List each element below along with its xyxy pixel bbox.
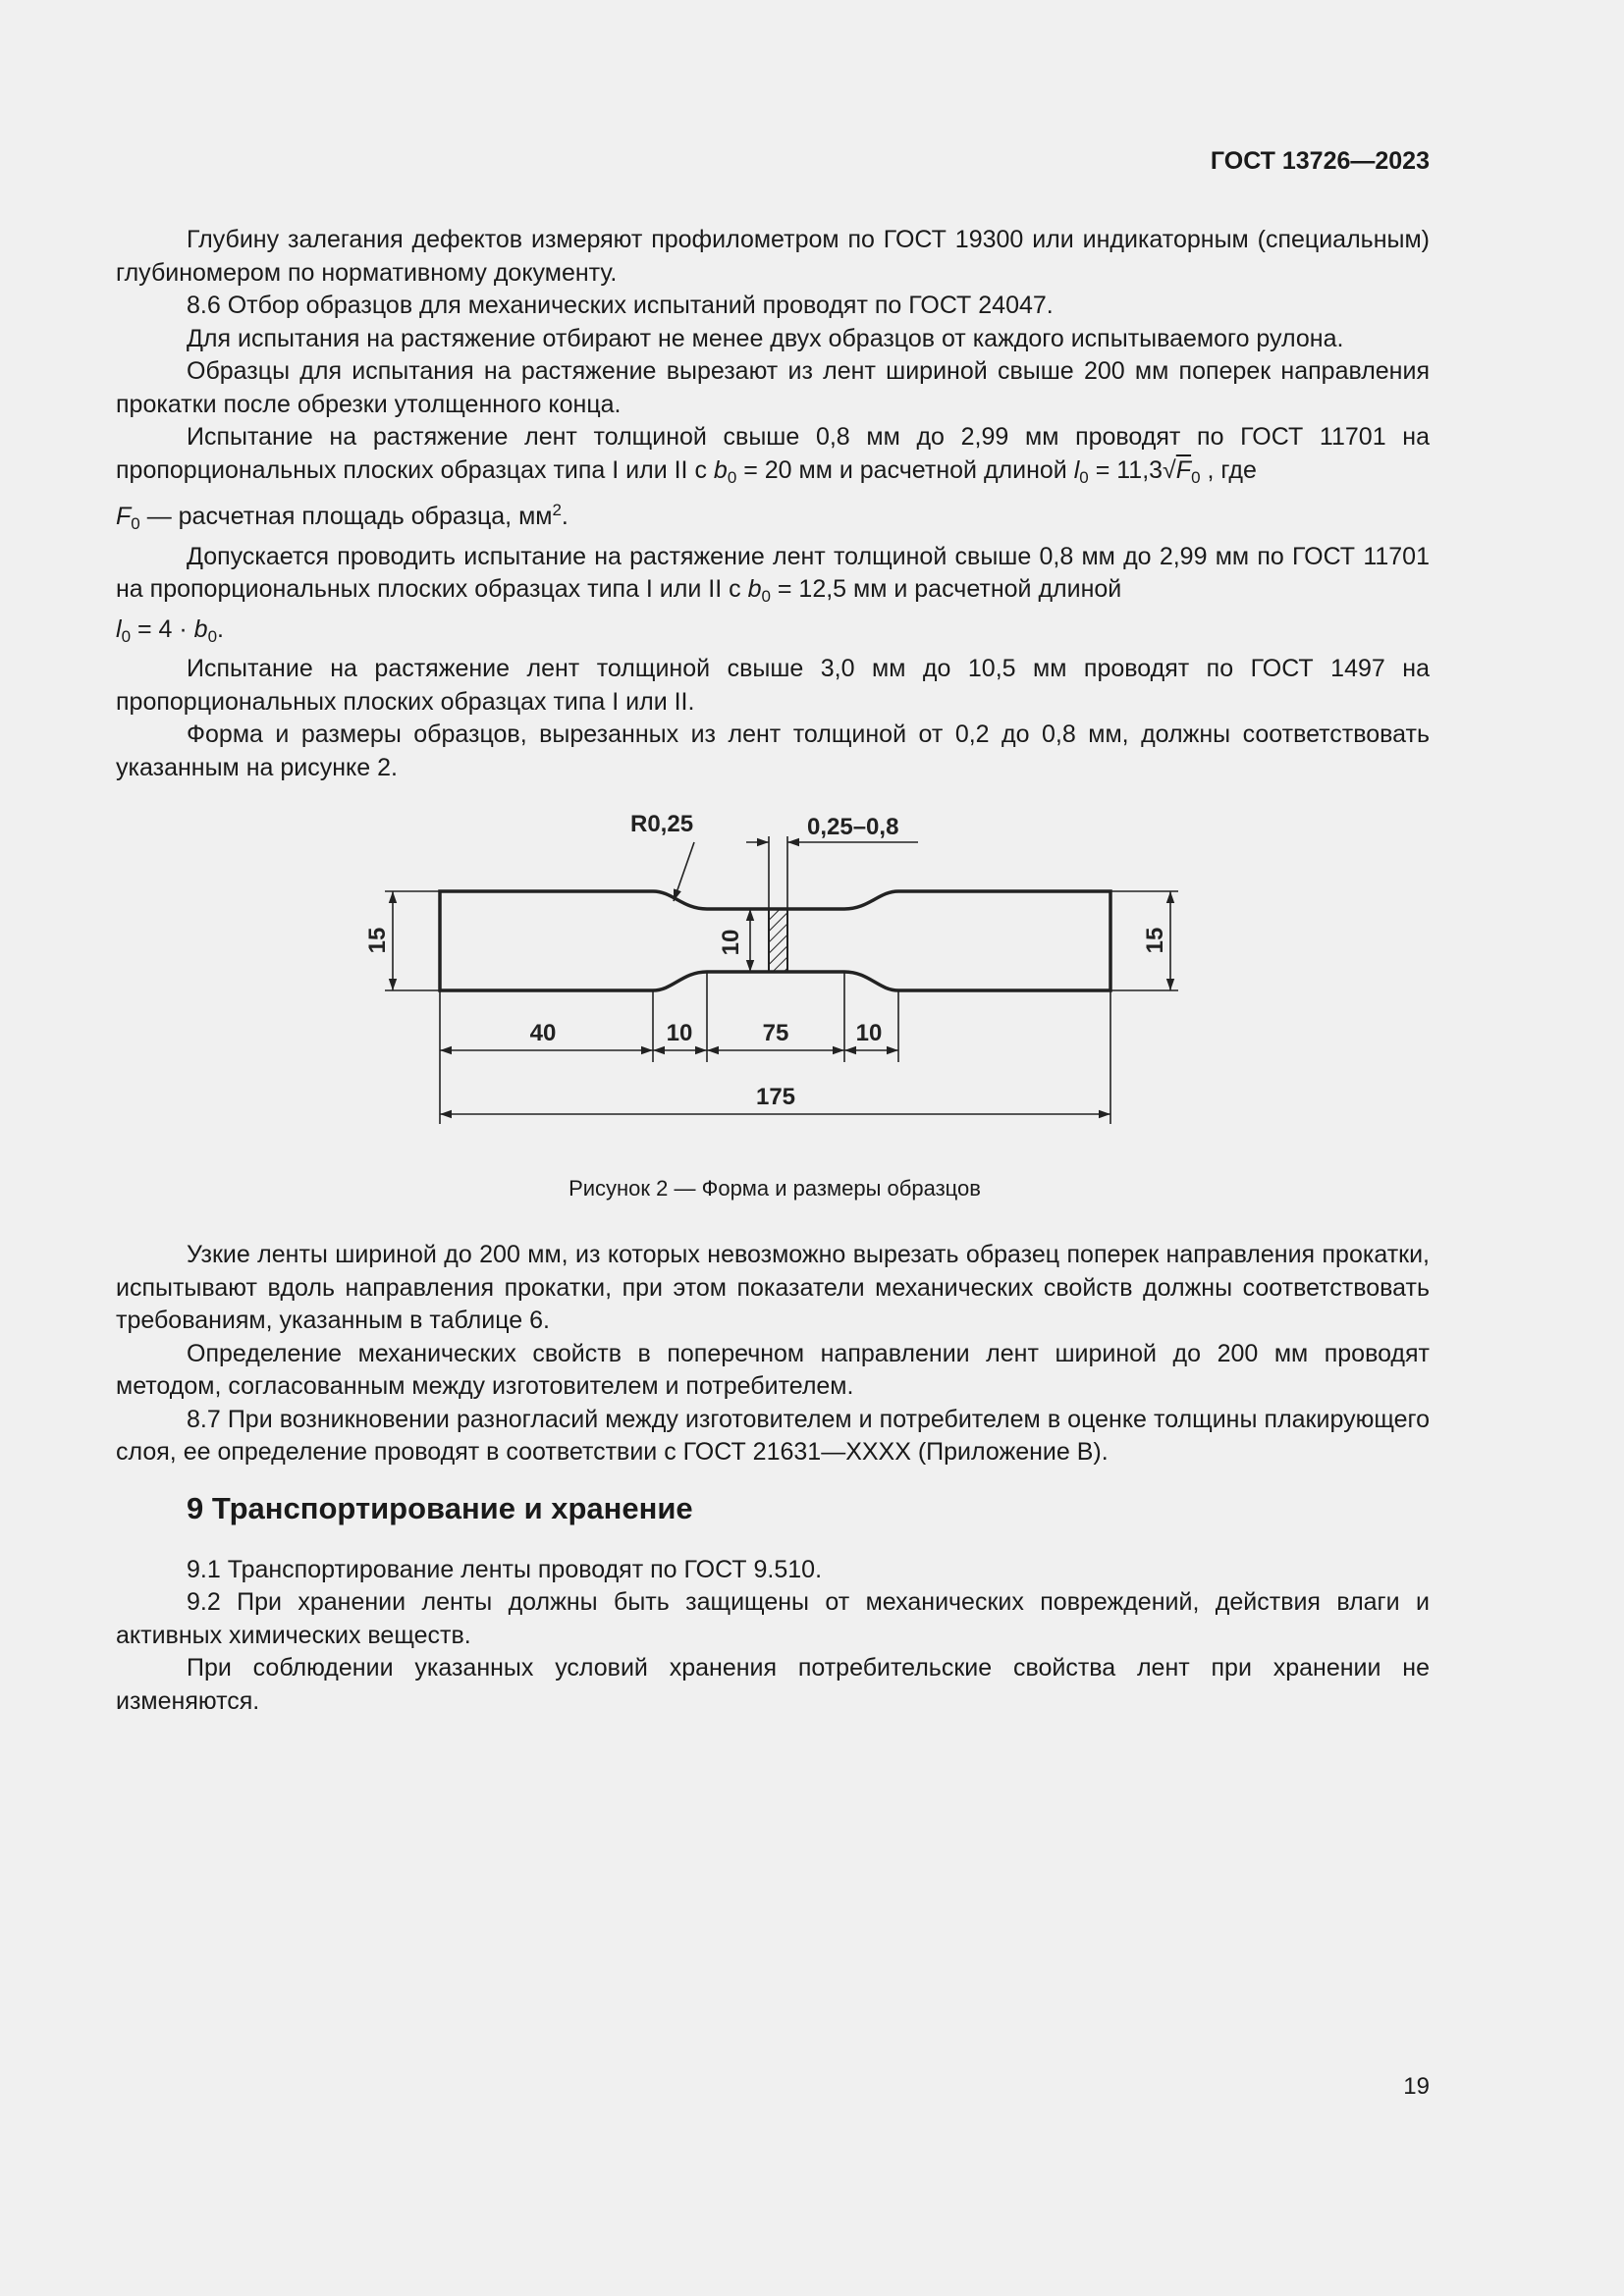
section-body-bottom	[116, 1239, 1430, 1718]
radius-leader	[674, 842, 694, 901]
dim-fillet-left: 10	[666, 1020, 693, 1046]
label-thickness: 0,25–0,8	[807, 814, 899, 840]
subscript: 0	[207, 626, 218, 646]
paragraph-figure-ref: Форма и размеры образцов, вырезанных из лент толщиной от 0,2 до 0,8 мм, должны соответствовать указанным на рисунке 2.	[116, 721, 1430, 781]
text-fragment: .	[561, 503, 568, 530]
dim-narrow: 10	[718, 929, 744, 956]
subscript: 0	[131, 514, 140, 533]
superscript: 2	[552, 501, 562, 519]
symbol-F: F	[1175, 455, 1192, 484]
text-fragment: .	[217, 614, 224, 643]
paragraph-9-1: 9.1 Транспортирование ленты проводят по ГОСТ 9.510.	[187, 1555, 823, 1583]
hatched-section	[769, 909, 787, 972]
paragraph-sampling: Для испытания на растяжение отбирают не менее двух образцов от каждого испытываемого рулона.	[187, 324, 1344, 352]
paragraph-thick-test: Испытание на растяжение лент толщиной свыше 3,0 мм до 10,5 мм проводят по ГОСТ 1497 на пропорциональных плоских образцах типа I или II.	[116, 655, 1430, 716]
paragraph-storage: При соблюдении указанных условий хранения потребительские свойства лент при хранении не изменяются.	[116, 1654, 1430, 1715]
text-fragment: Испытание на растяжение лент толщиной свыше 0,8 мм до 2,99 мм проводят по ГОСТ 11701 на пропорциональных плоских образцах типа I или II с	[116, 423, 1430, 484]
formula-coefficient: = 11,3	[1088, 455, 1164, 484]
text-fragment: = 20 мм и расчетной длиной	[736, 455, 1074, 484]
dim-gauge: 75	[762, 1020, 789, 1046]
text-fragment: , где	[1200, 455, 1257, 484]
paragraph-area-definition	[116, 494, 1430, 541]
text-fragment: Допускается проводить испытание на растяжение лент толщиной свыше 0,8 мм до 2,99 мм по ГОСТ 11701 на пропорциональных плоских образцах типа I или II с	[116, 542, 1430, 603]
section-body-top	[116, 224, 1430, 784]
document-header: ГОСТ 13726—2023	[1210, 147, 1430, 175]
symbol-b: b	[747, 575, 762, 603]
symbol-l: l	[1073, 455, 1080, 484]
page-number: 19	[1403, 2073, 1430, 2100]
subscript: 0	[1191, 467, 1201, 487]
subscript: 0	[1079, 467, 1089, 487]
dim-fillet-right: 10	[855, 1020, 883, 1046]
paragraph-cut-samples: Образцы для испытания на растяжение вырезают из лент шириной свыше 200 мм поперек направления прокатки после обрезки утолщенного конца.	[116, 357, 1430, 418]
subscript: 0	[761, 587, 771, 606]
paragraph-8-7: 8.7 При возникновении разногласий между изготовителем и потребителем в оценке толщины плакирующего слоя, ее определение проводят в соответствии с ГОСТ 21631—ХХХХ (Приложение В).	[116, 1405, 1430, 1466]
paragraph-8-6: 8.6 Отбор образцов для механических испытаний проводят по ГОСТ 24047.	[187, 292, 1054, 319]
dim-width-right: 15	[1142, 927, 1168, 954]
paragraph-tension-test	[116, 421, 1430, 494]
subscript: 0	[727, 467, 737, 487]
text-fragment: = 4 ·	[131, 614, 194, 643]
paragraph-allowed-test	[116, 541, 1430, 614]
paragraph-gauge-length	[116, 614, 1430, 654]
paragraph-defect-depth: Глубину залегания дефектов измеряют профилометром по ГОСТ 19300 или индикаторным (специальным) глубиномером по нормативному документу.	[116, 226, 1430, 287]
label-radius: R0,25	[630, 811, 694, 837]
dim-total: 175	[755, 1084, 796, 1110]
sqrt-symbol: √	[1163, 455, 1176, 484]
symbol-F: F	[116, 503, 132, 530]
dim-grip: 40	[529, 1020, 557, 1046]
specimen-outline	[440, 891, 1110, 990]
paragraph-9-2: 9.2 При хранении ленты должны быть защищены от механических повреждений, действия влаги и активных химических веществ.	[116, 1588, 1430, 1649]
symbol-b: b	[713, 455, 728, 484]
figure-caption: Рисунок 2 — Форма и размеры образцов	[568, 1176, 981, 1201]
paragraph-transverse: Определение механических свойств в поперечном направлении лент шириной до 200 мм проводят методом, согласованным между изготовителем и потребителем.	[116, 1339, 1430, 1400]
subscript: 0	[121, 626, 132, 646]
symbol-b: b	[193, 614, 208, 643]
symbol-l: l	[116, 614, 122, 643]
paragraph-narrow-strips: Узкие ленты шириной до 200 мм, из которых невозможно вырезать образец поперек направления прокатки, испытывают вдоль направления прокатки, при этом показатели механических свойств должны соответствовать требованиям, указанным в таблице 6.	[116, 1241, 1430, 1334]
text-fragment: — расчетная площадь образца, мм	[139, 503, 553, 530]
dim-width-left: 15	[364, 927, 391, 954]
section-heading-9: 9 Транспортирование и хранение	[187, 1490, 693, 1525]
text-fragment: = 12,5 мм и расчетной длиной	[770, 575, 1122, 603]
